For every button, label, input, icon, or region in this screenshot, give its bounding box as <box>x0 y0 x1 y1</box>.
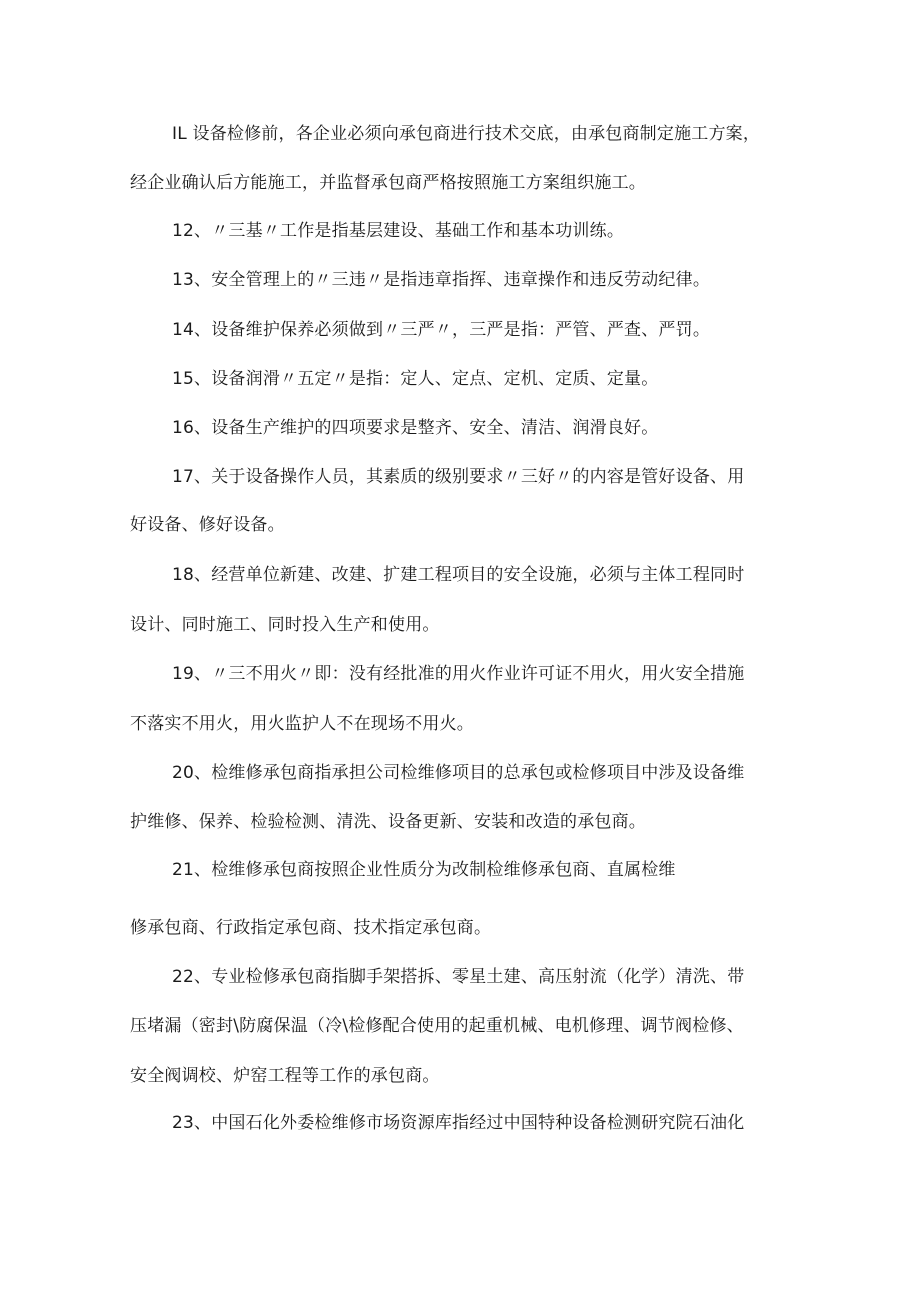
paragraph-21-line-1: 21、检维修承包商按照企业性质分为改制检维修承包商、直属检维 <box>172 860 676 880</box>
paragraph-11-line-1: IL 设备检修前，各企业必须向承包商进行技术交底，由承包商制定施工方案， <box>172 124 761 144</box>
paragraph-23-line-1: 23、中国石化外委检维修市场资源库指经过中国特种设备检测研究院石油化 <box>172 1113 745 1133</box>
paragraph-18-line-2: 设计、同时施工、同时投入生产和使用。 <box>130 615 440 635</box>
paragraph-13-line-1: 13、安全管理上的〃三违〃是指违章指挥、违章操作和违反劳动纪律。 <box>172 270 711 290</box>
paragraph-22-line-1: 22、专业检修承包商指脚手架搭拆、零星土建、高压射流（化学）清洗、带 <box>172 967 745 987</box>
paragraph-19-line-1: 19、〃三不用火〃即：没有经批准的用火作业许可证不用火，用火安全措施 <box>172 664 745 684</box>
paragraph-15-line-1: 15、设备润滑〃五定〃是指：定人、定点、定机、定质、定量。 <box>172 369 659 389</box>
paragraph-20-line-1: 20、检维修承包商指承担公司检维修项目的总承包或检修项目中涉及设备维 <box>172 763 745 783</box>
paragraph-19-line-2: 不落实不用火，用火监护人不在现场不用火。 <box>130 714 474 734</box>
paragraph-21-line-2: 修承包商、行政指定承包商、技术指定承包商。 <box>130 918 492 938</box>
paragraph-12-line-1: 12、〃三基〃工作是指基层建设、基础工作和基本功训练。 <box>172 221 625 241</box>
paragraph-11-line-2: 经企业确认后方能施工，并监督承包商严格按照施工方案组织施工。 <box>130 173 646 193</box>
paragraph-17-line-1: 17、关于设备操作人员，其素质的级别要求〃三好〃的内容是管好设备、用 <box>172 467 745 487</box>
paragraph-17-line-2: 好设备、修好设备。 <box>130 515 285 535</box>
paragraph-18-line-1: 18、经营单位新建、改建、扩建工程项目的安全设施，必须与主体工程同时 <box>172 565 745 585</box>
paragraph-22-line-3: 安全阀调校、炉窑工程等工作的承包商。 <box>130 1066 440 1086</box>
paragraph-14-line-1: 14、设备维护保养必须做到〃三严〃，三严是指：严管、严查、严罚。 <box>172 320 711 340</box>
paragraph-22-line-2: 压堵漏（密封\防腐保温（冷\检修配合使用的起重机械、电机修理、调节阀检修、 <box>130 1016 744 1036</box>
paragraph-16-line-1: 16、设备生产维护的四项要求是整齐、安全、清洁、润滑良好。 <box>172 418 659 438</box>
paragraph-20-line-2: 护维修、保养、检验检测、清洗、设备更新、安装和改造的承包商。 <box>130 812 646 832</box>
